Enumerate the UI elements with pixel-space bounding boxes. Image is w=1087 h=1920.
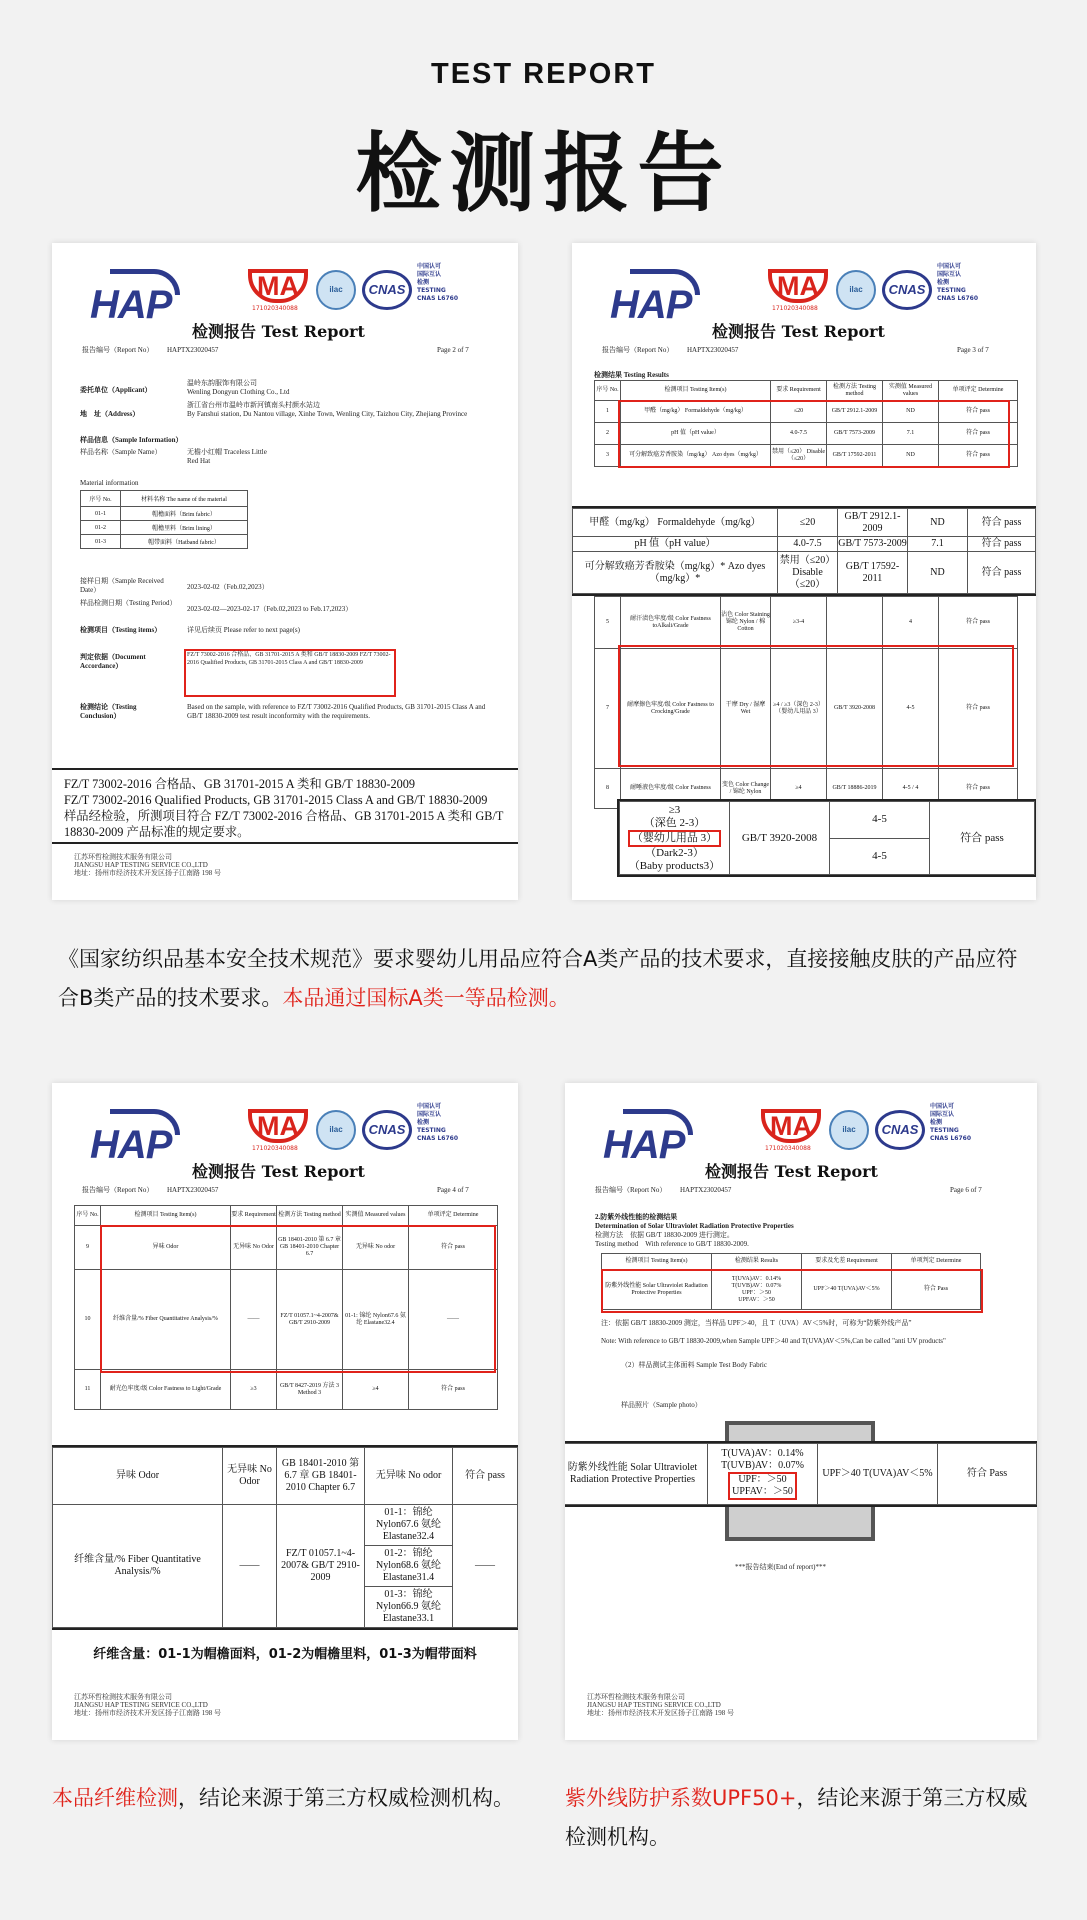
report-title: 检测报告 Test Report: [192, 1162, 365, 1181]
report-title: 检测报告 Test Report: [192, 322, 365, 341]
page-number: Page 4 of 7: [437, 1186, 469, 1194]
ma-code: 171020340088: [765, 1145, 811, 1152]
received-date-label: 接样日期（Sample Received Date）: [80, 577, 164, 594]
applicant-en: Wenling Dongyun Clothing Co., Ltd: [187, 388, 290, 396]
cnas-logo: CNAS: [875, 1110, 925, 1150]
results-table-top: 序号 No. 检测项目 Testing Item(s) 要求 Requirement 检测方法 Testing method 实测值 Measured values 单项评定 Determine 1 甲醛（mg/kg） Formaldehyde（mg/kg） ≤20 GB/T 2912.1-2009 ND 符合 pass 2 pH 值（pH value） 4.0-7.5 GB/T 7573-2009 7.1 符合 pass 3 可分解致癌芳香胺染（mg/kg） Azo dyes（mg/kg） 禁用（≤20） Disable（≤20） GB/T 17592-2011 ND 符合 pass: [594, 380, 1018, 467]
report-no-label: 报告编号（Report No）: [82, 346, 154, 354]
report-no-label: 报告编号（Report No）: [82, 1186, 154, 1194]
conclusion-text: Based on the sample, with reference to FZ/T 73002-2016 Qualified Products, GB 31701-2015 Class A and GB/T 18830-2009 test result inconformity with the requirements.: [187, 703, 486, 720]
ma-certification-logo: MA: [761, 1109, 821, 1143]
fiber-conclusion-text: 本品纤维检测，结论来源于第三方权威检测机构。: [52, 1786, 514, 1810]
ilac-mra-logo: ilac: [836, 270, 876, 310]
testing-period: 2023-02-02—2023-02-17（Feb.02,2023 to Feb.17,2023）: [187, 605, 353, 613]
address-cn: 浙江省台州市温岭市新河镇南头村颜水站边: [187, 401, 320, 409]
cnas-text: 中国认可 国际互认 检测 TESTING CNAS L6760: [417, 263, 459, 302]
received-date: 2023-02-02（Feb.02,2023）: [187, 583, 269, 591]
material-info-label: Material information: [80, 479, 139, 487]
header-title-cn: 检测报告: [355, 124, 732, 224]
address-label: 地 址（Address）: [80, 410, 140, 418]
applicant-cn: 温岭东韵服饰有限公司: [187, 379, 257, 387]
infant-highlight: （婴幼儿用品 3）: [628, 830, 721, 847]
page-number: Page 2 of 7: [437, 346, 469, 354]
report-page-6: [565, 1083, 1037, 1740]
address-en: By Fanshui station, Du Nantou village, Xinhe Town, Wenling City, Taizhou City, Zhejiang Province: [187, 410, 468, 418]
footer-company: 江苏环哲检测技术服务有限公司 JIANGSU HAP TESTING SERVICE CO.,LTD 地址：扬州市经济技术开发区扬子江南路 198 号: [74, 853, 221, 877]
hap-logo: HAP: [610, 283, 691, 328]
cnas-text: 中国认可 国际互认 检测 TESTING CNAS L6760: [417, 1103, 459, 1142]
document-accordance-label: 判定依据（Document Accordance）: [80, 653, 146, 670]
report-no: HAPTX23020457: [167, 346, 219, 354]
hap-logo: HAP: [90, 1123, 171, 1168]
ilac-mra-logo: ilac: [829, 1110, 869, 1150]
cnas-logo: CNAS: [362, 270, 412, 310]
sample-fabric: （2）样品测试主体面料 Sample Test Body Fabric: [621, 1361, 767, 1369]
report-title: 检测报告 Test Report: [712, 322, 885, 341]
uv-conclusion-text: 紫外线防护系数UPF50+，结论来源于第三方权威检测机构。: [565, 1786, 1028, 1849]
uv-highlight: [601, 1269, 983, 1313]
uv-note-en: Note: With reference to GB/T 18830-2009,when Sample UPF＞40 and T(UVA)AV＜5%,Can be called "anti UV products": [601, 1337, 946, 1345]
ma-certification-logo: MA: [248, 269, 308, 303]
page4-zoom-panel: 异味 Odor 无异味 No Odor GB 18401-2010 第 6.7 章 GB 18401-2010 Chapter 6.7 无异味 No odor 符合 pass 纤维含量/% Fiber Quantitative Analysis/% —— FZ/T 01057.1~4-2007& GB/T 2910-2009 01-1：锦纶 Nylon67.6 氨纶 Elastane32.4 —— 01-2：锦纶 Nylon68.6 氨纶 Elastane31.4 01-3：锦纶 Nylon66.9 氨纶 Elastane33.1: [52, 1445, 518, 1630]
ilac-mra-logo: ilac: [316, 1110, 356, 1150]
ma-code: 171020340088: [772, 305, 818, 312]
report-page-3: [572, 243, 1036, 900]
page4-highlight: [100, 1225, 496, 1373]
uv-heading: 2.防紫外线性能的检测结果: [595, 1213, 678, 1221]
report-page-4: [52, 1083, 518, 1740]
applicant-label: 委托单位（Applicant）: [80, 386, 152, 394]
standards-paragraph: 《国家纺织品基本安全技术规范》要求婴幼儿用品应符合A类产品的技术要求，直接接触皮肤的产品应符合B类产品的技术要求。本品通过国标A类一等品检测。: [58, 947, 1018, 1010]
uv-method: 检测方法 依据 GB/T 18830-2009 进行测定。: [595, 1231, 734, 1239]
crocking-zoom-panel: ≥3 （深色 2-3） （婴幼儿用品 3） （Dark2-3） （Baby products3） GB/T 3920-2008 4-5 符合 pass 4-5: [617, 799, 1036, 877]
ma-certification-logo: MA: [768, 269, 828, 303]
ilac-mra-logo: ilac: [316, 270, 356, 310]
page-number: Page 6 of 7: [950, 1186, 982, 1194]
header-title-en: TEST REPORT: [430, 58, 656, 90]
report-no-label: 报告编号（Report No）: [602, 346, 674, 354]
ma-code: 171020340088: [252, 1145, 298, 1152]
footer-company: 江苏环哲检测技术服务有限公司 JIANGSU HAP TESTING SERVICE CO.,LTD 地址：扬州市经济技术开发区扬子江南路 198 号: [587, 1693, 734, 1717]
testing-period-label: 样品检测日期（Testing Period）: [80, 599, 177, 607]
uv-heading-en: Determination of Solar Ultraviolet Radiation Protective Properties: [595, 1222, 794, 1230]
report-page-2: [52, 243, 518, 900]
accordance-text: FZ/T 73002-2016 合格品、GB 31701-2015 A 类和 GB/T 18830-2009 FZ/T 73002-2016 Qualified Products, GB 31701-2015 Class A and GB/T 18830-2009: [187, 652, 391, 666]
cnas-text: 中国认可 国际互认 检测 TESTING CNAS L6760: [930, 1103, 972, 1142]
hap-logo: HAP: [90, 283, 171, 328]
uv-method-en: Testing method With reference to GB/T 18830-2009.: [595, 1240, 749, 1248]
testing-items: 详见后续页 Please refer to next page(s): [187, 626, 300, 634]
report-title: 检测报告 Test Report: [705, 1162, 878, 1181]
sample-info-label: 样品信息（Sample Information）: [80, 436, 183, 444]
end-of-report: ***报告结束(End of report)***: [735, 1563, 826, 1571]
sample-name: 无檐小红帽 Traceless Little Red Hat: [187, 448, 267, 465]
results-highlight-top: [618, 400, 1010, 468]
results-table-bottom: 5 耐汗渍色牢度/级 Color Fastness toAlkali/Grade 沾色 Color Staining 锦纶 Nylon / 棉 Cotton ≥3-4 4 符合 pass 7 耐摩擦色牢度/级 Color Fastness to Crocking/Grade 干摩 Dry / 湿摩 Wet ≥4 / ≥3（深色 2-3）（婴幼儿用品 3） GB/T 3920-2008 4-5 符合 pass 8 耐唾液色牢度/级 Color Fastness 变色 Color Change / 锦纶 Nylon ≥4 GB/T 18886-2019 4-5 / 4 符合 pass: [594, 596, 1018, 809]
cnas-logo: CNAS: [362, 1110, 412, 1150]
results-zoom-panel: 甲醛（mg/kg） Formaldehyde（mg/kg） ≤20 GB/T 2912.1-2009 ND 符合 pass pH 值（pH value） 4.0-7.5 GB/T 7573-2009 7.1 符合 pass 可分解致癌芳香胺染（mg/kg）* Azo dyes（mg/kg）* 禁用（≤20） Disable（≤20） GB/T 17592-2011 ND 符合 pass: [572, 506, 1036, 596]
footer-company: 江苏环哲检测技术服务有限公司 JIANGSU HAP TESTING SERVICE CO.,LTD 地址：扬州市经济技术开发区扬子江南路 198 号: [74, 1693, 221, 1717]
page-number: Page 3 of 7: [957, 346, 989, 354]
crocking-highlight: [618, 645, 1014, 767]
sample-name-label: 样品名称（Sample Name）: [80, 448, 162, 456]
ma-certification-logo: MA: [248, 1109, 308, 1143]
report-no: HAPTX23020457: [680, 1186, 732, 1194]
testing-items-label: 检测项目（Testing items）: [80, 626, 162, 634]
cnas-logo: CNAS: [882, 270, 932, 310]
uv-zoom-panel: 防紫外线性能 Solar Ultraviolet Radiation Protective Properties T(UVA)AV：0.14% T(UVB)AV：0.07% UPF：＞50 UPFAV：＞50 UPF＞40 T(UVA)AV＜5% 符合 Pass: [565, 1441, 1037, 1507]
sample-photo-label: 样品照片（Sample photo）: [621, 1401, 702, 1409]
hap-logo: HAP: [603, 1123, 684, 1168]
cnas-text: 中国认可 国际互认 检测 TESTING CNAS L6760: [937, 263, 979, 302]
uv-table: 检测项目 Testing Item(s) 检测结果 Results 要求及允差 Requirement 单项判定 Determine 防紫外线性能 Solar Ultraviolet Radiation Protective Properties T(UVA)AV：0.14% T(UVB)AV：0.07% UPF：＞50 UPFAV：＞50 UPF＞40 T(UVA)AV＜5% 符合 Pass: [601, 1253, 981, 1310]
fiber-caption: 纤维含量：01-1为帽檐面料，01-2为帽檐里料，01-3为帽带面料: [93, 1647, 477, 1662]
uv-note: 注：依据 GB/T 18830-2009 测定，当样品 UPF＞40，且 T（UVA）AV＜5%时，可称为“防紫外线产品”: [601, 1319, 912, 1327]
materials-table: 序号 No. 材料名称 The name of the material 01-1 帽檐面料（Brim fabric） 01-2 帽檐里料（Brim lining） 01-3 帽带面料（Hatband fabric）: [80, 490, 248, 549]
results-label: 检测结果 Testing Results: [594, 371, 669, 379]
conclusion-label: 检测结论（Testing Conclusion）: [80, 703, 137, 720]
upf-highlight: UPF：＞50 UPFAV：＞50: [728, 1472, 797, 1500]
ma-code: 171020340088: [252, 305, 298, 312]
report-no-label: 报告编号（Report No）: [595, 1186, 667, 1194]
accordance-zoom-panel: FZ/T 73002-2016 合格品、GB 31701-2015 A 类和 GB/T 18830-2009 FZ/T 73002-2016 Qualified Products, GB 31701-2015 Class A and GB/T 18830-2009 样品经检验，所测项目符合 FZ/T 73002-2016 合格品、GB 31701-2015 A 类和 GB/T 18830-2009 产品标准的规定要求。: [52, 768, 518, 844]
report-no: HAPTX23020457: [167, 1186, 219, 1194]
page4-table: 序号 No. 检测项目 Testing Item(s) 要求 Requirement 检测方法 Testing method 实测值 Measured values 单项评定 Determine 9 异味 Odor 无异味 No Odor GB 18401-2010 第 6.7 章 GB 18401-2010 Chapter 6.7 无异味 No odor 符合 pass 10 纤维含量/% Fiber Quantitative Analysis/% —— FZ/T 01057.1~4-2007& GB/T 2910-2009 01-1: 锦纶 Nylon67.6 氨纶 Elastane32.4 —— 11 耐光色牢度/级 Color Fastness to Light/Grade ≥3 GB/T 8427-2019 方法 3 Method 3 ≥4 符合 pass: [74, 1205, 498, 1410]
report-no: HAPTX23020457: [687, 346, 739, 354]
